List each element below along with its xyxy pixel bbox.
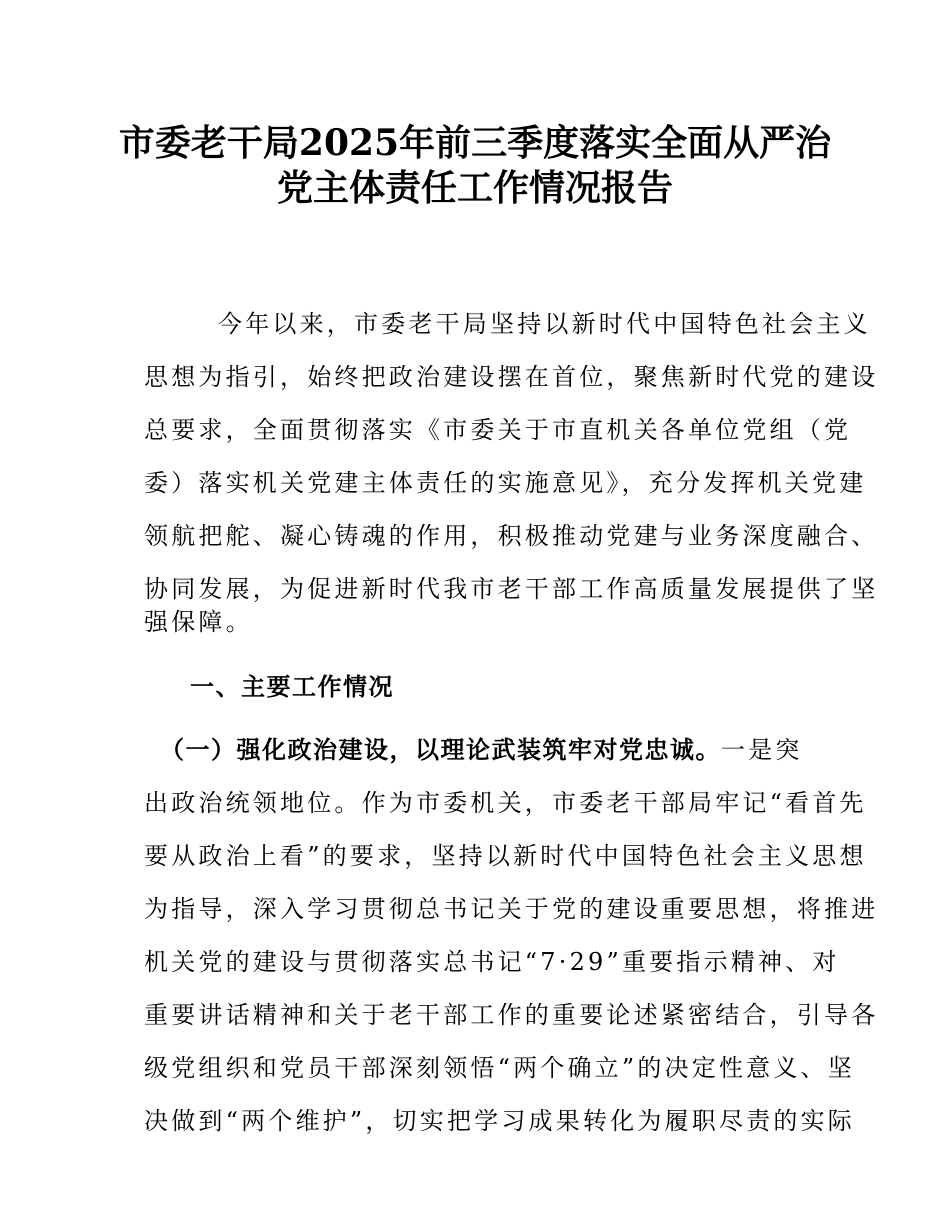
subsection-1-line: 机关党的建设与贯彻落实总书记“7·29”重要指示精神、对 — [144, 948, 840, 976]
document-title-line-1: 市委老干局2025年前三季度落实全面从严治 — [118, 122, 832, 164]
document-title-line-2: 党主体责任工作情况报告 — [276, 167, 673, 209]
intro-paragraph-line: 委）落实机关党建主体责任的实施意见》，充分发挥机关党建 — [144, 469, 867, 497]
subsection-1-first-line — [160, 730, 803, 770]
subsection-1-first-line-rest: 一是突 — [721, 736, 803, 764]
subsection-1-line: 决做到“两个维护”，切实把学习成果转化为履职尽责的实际 — [144, 1107, 855, 1135]
intro-paragraph-line: 领航把舵、凝心铸魂的作用，积极推动党建与业务深度融合、 — [144, 522, 879, 550]
subsection-1-line: 要从政治上看”的要求，坚持以新时代中国特色社会主义思想 — [144, 842, 867, 870]
intro-paragraph-line: 强保障。 — [144, 608, 253, 636]
section-1-heading: 一、主要工作情况 — [190, 673, 394, 701]
subsection-1-heading: （一）强化政治建设，以理论武装筑牢对党忠诚。 — [160, 736, 721, 764]
intro-paragraph-line: 思想为指引，始终把政治建设摆在首位，聚焦新时代党的建设 — [144, 363, 879, 391]
subsection-1-line: 为指导，深入学习贯彻总书记关于党的建设重要思想，将推进 — [144, 895, 879, 923]
intro-paragraph-line: 今年以来，市委老干局坚持以新时代中国特色社会主义 — [218, 310, 871, 338]
subsection-1-line: 重要讲话精神和关于老干部工作的重要论述紧密结合，引导各 — [144, 1001, 879, 1029]
intro-paragraph-line: 总要求，全面贯彻落实《市委关于市直机关各单位党组（党 — [144, 416, 852, 444]
subsection-1-line: 级党组织和党员干部深刻领悟“两个确立”的决定性意义、坚 — [144, 1054, 855, 1082]
subsection-1-line: 出政治统领地位。作为市委机关，市委老干部局牢记“看首先 — [144, 789, 867, 817]
intro-paragraph-line: 协同发展，为促进新时代我市老干部工作高质量发展提供了坚 — [144, 575, 879, 603]
